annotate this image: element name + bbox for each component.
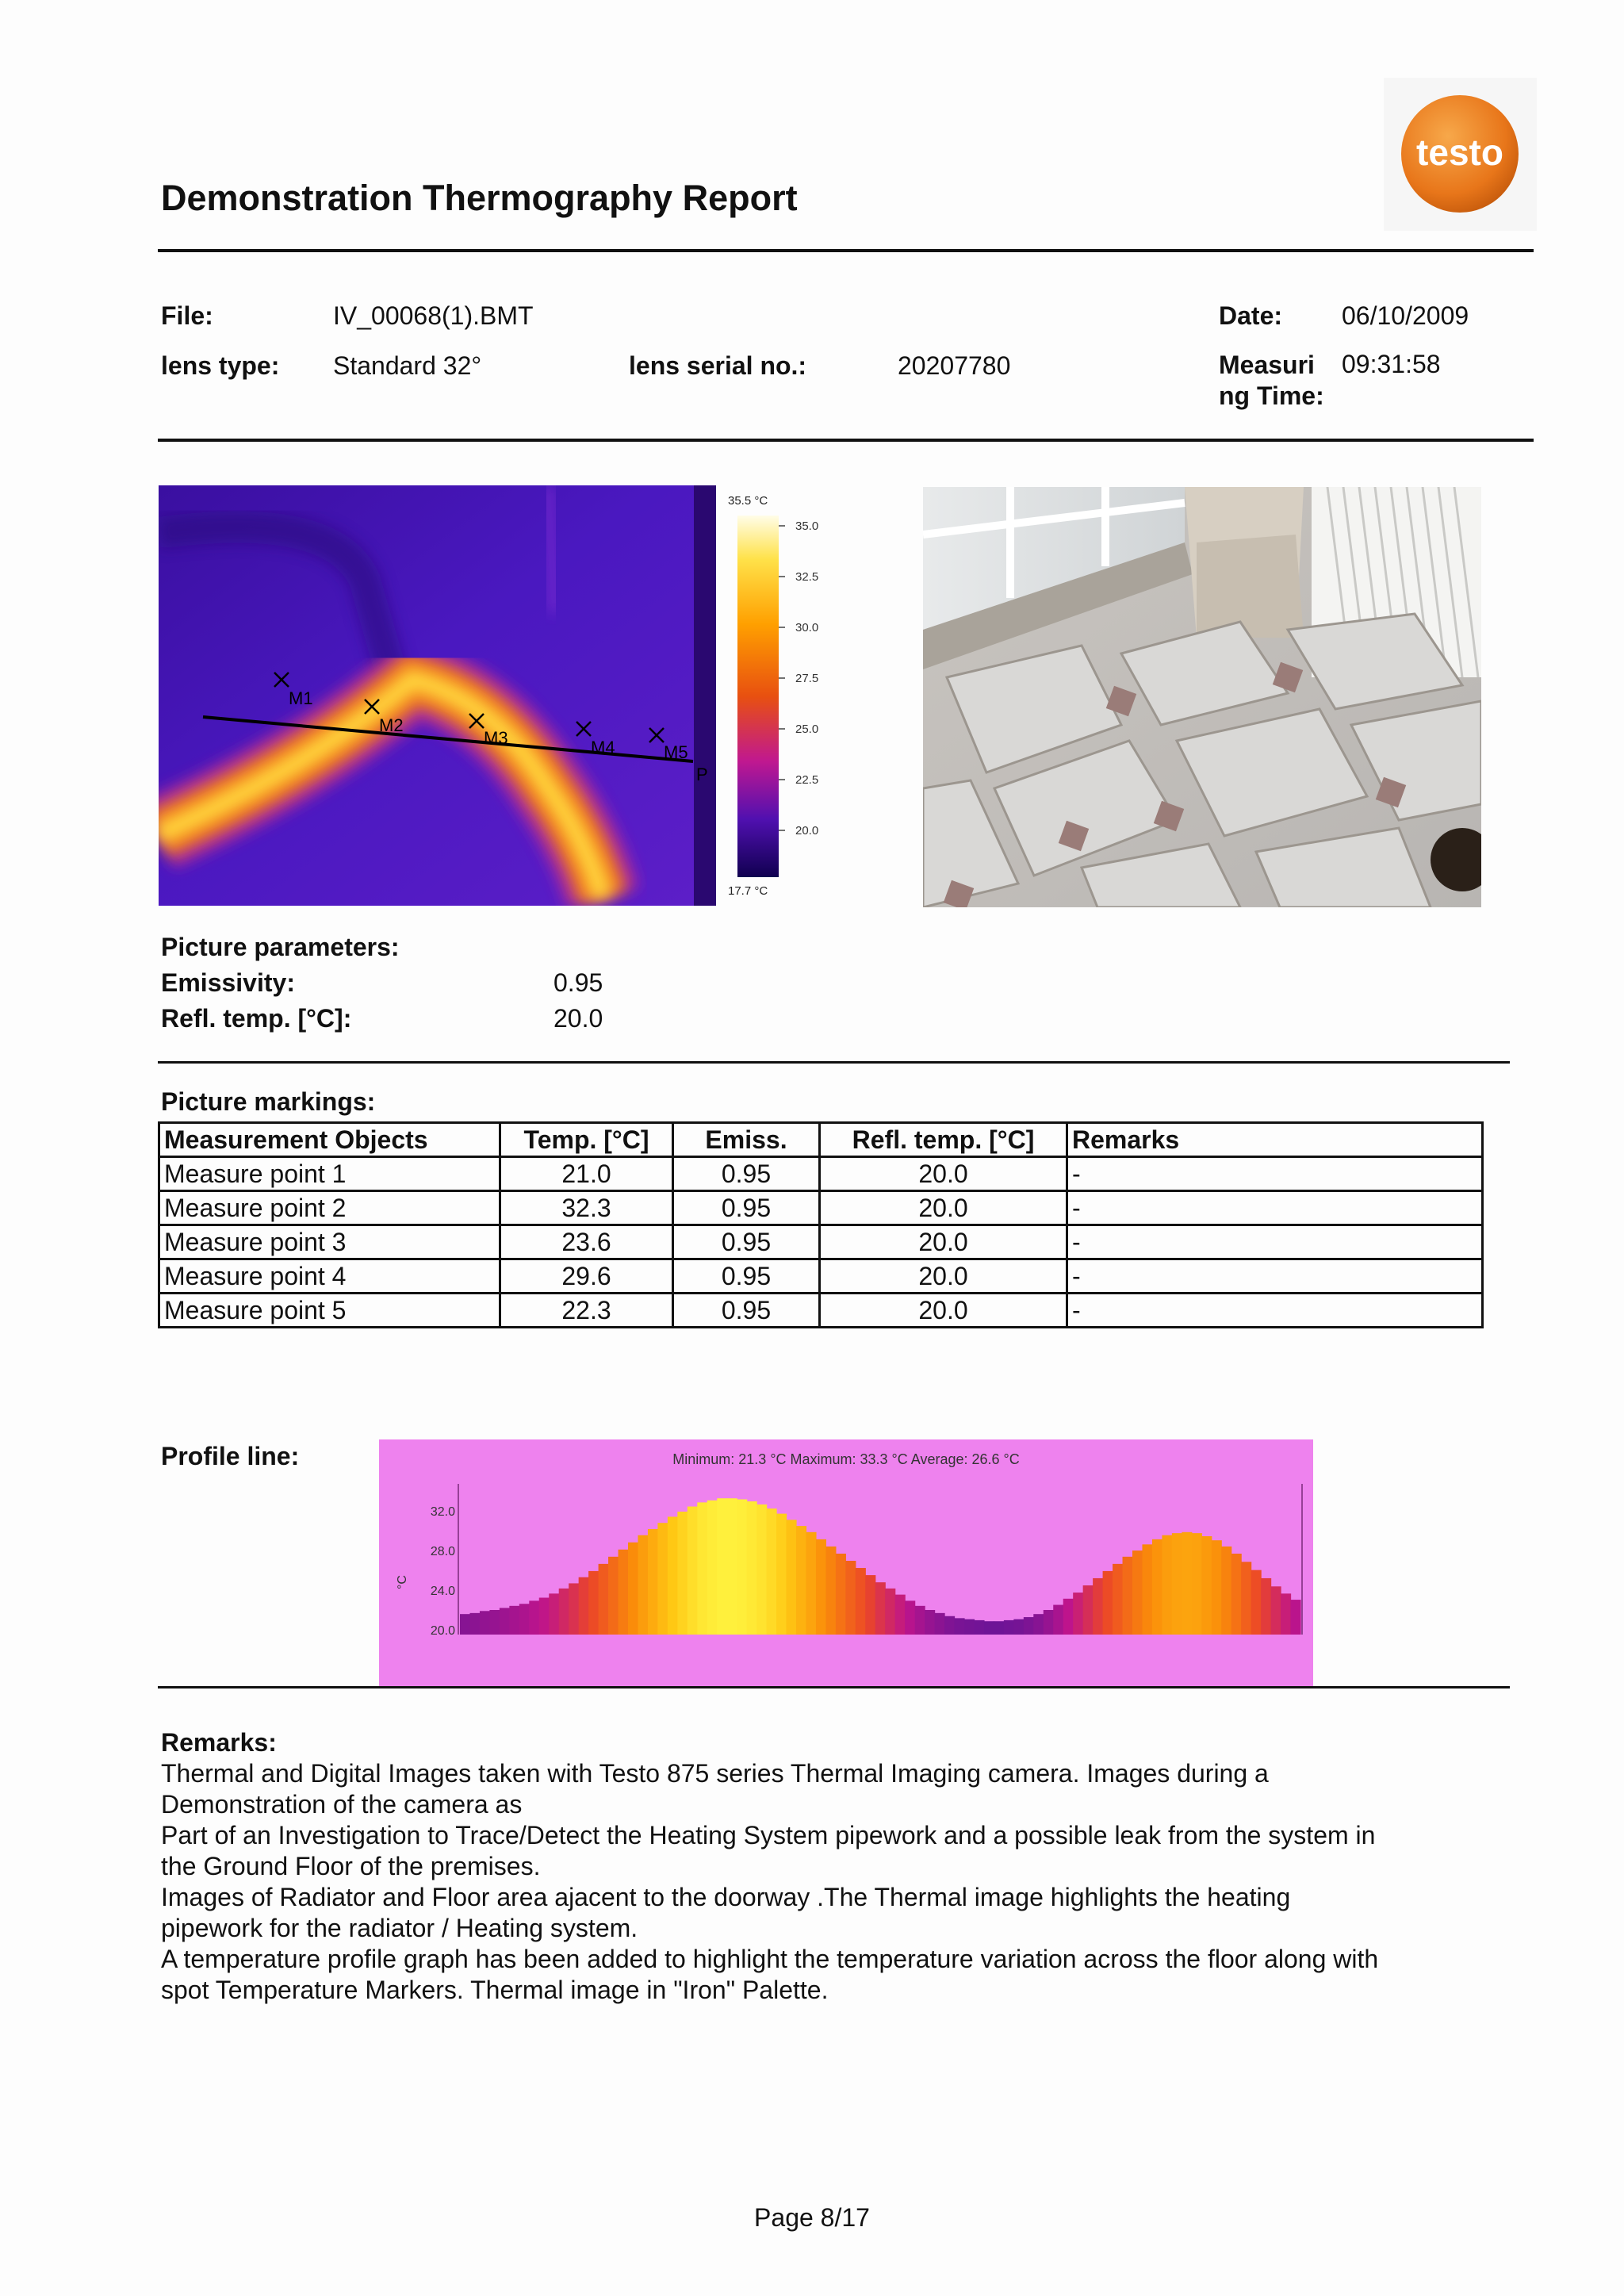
profile-bar [489,1610,500,1635]
profile-bar [500,1608,510,1635]
profile-bar [806,1532,816,1635]
profile-bar [1212,1540,1222,1635]
profile-bar [885,1589,895,1635]
profile-bar [1281,1593,1291,1635]
picture-parameters-heading: Picture parameters: [161,933,400,961]
cell-temp: 32.3 [500,1191,673,1225]
profile-bar [856,1568,866,1635]
table-row [159,1157,1483,1191]
profile-bar [1132,1550,1143,1635]
profile-bar [519,1604,530,1635]
profile-bar [469,1613,480,1635]
profile-bar [480,1611,490,1635]
measuring-time-value: 09:31:58 [1342,350,1441,378]
profile-bar [935,1613,945,1635]
cell-emiss: 0.95 [673,1294,820,1328]
profile-bar [717,1498,727,1635]
profile-bar [747,1501,757,1635]
remarks-line: Thermal and Digital Images taken with Testo 875 series Thermal Imaging camera. Images during a [161,1759,1269,1788]
profile-bar [529,1600,539,1635]
table-row [159,1294,1483,1328]
profile-bar [955,1618,965,1635]
marker-m4: M4 [591,738,615,757]
profile-bar [1182,1532,1192,1635]
scale-max-label: 35.5 °C [728,494,768,508]
cell-refl: 20.0 [820,1225,1067,1259]
file-label: File: [161,301,213,330]
profile-bar [727,1498,737,1635]
logo-text: testo [1416,132,1503,173]
profile-line-heading: Profile line: [161,1442,300,1470]
cell-temp: 23.6 [500,1225,673,1259]
cell-object: Measure point 2 [159,1191,500,1225]
scale-tick-27-5: 27.5 [795,672,819,685]
profile-bar [1093,1578,1103,1635]
profile-bar [875,1582,886,1635]
cell-remarks: - [1067,1294,1483,1328]
profile-bar [569,1583,579,1635]
profile-bar [994,1621,1004,1635]
table-row [159,1259,1483,1294]
profile-bar [608,1557,619,1635]
profile-bar [668,1516,678,1635]
emissivity-value: 0.95 [553,968,603,997]
cell-object: Measure point 3 [159,1225,500,1259]
profile-bar [579,1577,589,1635]
profile-bar [915,1606,925,1635]
profile-bar [767,1508,777,1635]
cell-emiss: 0.95 [673,1191,820,1225]
cell-object: Measure point 1 [159,1157,500,1191]
profile-bar [559,1589,569,1635]
profile-y-tick-24: 24.0 [430,1585,455,1598]
profile-bar [1063,1599,1074,1635]
profile-bar [1123,1557,1133,1635]
profile-bar [737,1500,747,1635]
profile-summary: Minimum: 21.3 °C Maximum: 33.3 °C Average: 26.6 °C [672,1451,1020,1467]
emissivity-label: Emissivity: [161,968,295,997]
profile-bar [460,1614,470,1635]
profile-bar [599,1564,609,1635]
table-row [159,1191,1483,1225]
cell-refl: 20.0 [820,1259,1067,1294]
measuring-time-label-line2: ng Time: [1219,381,1324,410]
profile-bar [1261,1578,1271,1635]
profile-bar [688,1507,698,1635]
cell-temp: 29.6 [500,1259,673,1294]
profile-chart [379,1439,1313,1687]
profile-bar [1142,1544,1152,1635]
report-title: Demonstration Thermography Report [161,178,798,218]
remarks-heading: Remarks: [161,1728,277,1757]
profile-bar [1291,1600,1301,1635]
cell-refl: 20.0 [820,1191,1067,1225]
profile-bar [776,1514,787,1635]
scale-tick-20: 20.0 [795,824,819,838]
cell-refl: 20.0 [820,1157,1067,1191]
cell-emiss: 0.95 [673,1259,820,1294]
profile-bar [509,1606,519,1635]
profile-bar [1201,1536,1212,1635]
cell-remarks: - [1067,1259,1483,1294]
profile-bar [619,1550,629,1635]
lens-type-label: lens type: [161,351,280,380]
profile-y-tick-32: 32.0 [430,1505,455,1519]
profile-y-tick-28: 28.0 [430,1545,455,1558]
scale-tick-22-5: 22.5 [795,773,819,787]
thermal-image [159,485,716,906]
profile-bar [865,1575,875,1635]
cell-temp: 22.3 [500,1294,673,1328]
cell-remarks: - [1067,1191,1483,1225]
profile-bar [1073,1593,1083,1635]
file-value: IV_00068(1).BMT [333,301,534,330]
profile-bar [1033,1614,1044,1635]
header-top-rule [158,249,1534,252]
profile-y-unit: °C [396,1575,409,1589]
profile-bar [1241,1562,1251,1635]
profile-bar [836,1554,846,1635]
profile-bar [1004,1620,1014,1635]
measuring-time-label [1219,350,1324,412]
cell-refl: 20.0 [820,1294,1067,1328]
scale-tick-35: 35.0 [795,519,819,533]
profile-bar [677,1512,688,1635]
remarks-line: spot Temperature Markers. Thermal image in "Iron" Palette. [161,1976,829,2004]
profile-bar [1192,1533,1202,1635]
profile-bar [1172,1533,1182,1635]
page-number: Page 8/17 [754,2203,870,2232]
marker-m5: M5 [664,742,688,762]
header-bottom-rule [158,439,1534,442]
col-emiss: Emiss. [673,1123,820,1157]
profile-bar [1013,1619,1024,1635]
profile-bar [588,1571,599,1635]
col-measurement-objects: Measurement Objects [159,1123,500,1157]
measuring-time-label-line1: Measuri [1219,351,1315,379]
profile-bar [657,1523,668,1635]
profile-bar [984,1621,994,1635]
profile-bar [1103,1571,1113,1635]
profile-bar [539,1598,550,1635]
digital-photo [923,487,1481,907]
profile-bar [1083,1585,1094,1635]
profile-bar [1113,1564,1123,1635]
markings-header-row [159,1123,1483,1157]
profile-bar [1162,1535,1172,1635]
table-row [159,1225,1483,1259]
profile-bar [648,1529,658,1635]
profile-bar [825,1547,836,1635]
scale-tick-25: 25.0 [795,723,819,736]
remarks-line: A temperature profile graph has been added to highlight the temperature variation across the floor along with [161,1945,1379,1973]
profile-bar [905,1600,915,1635]
profile-bar [964,1619,975,1635]
scale-tick-32-5: 32.5 [795,570,819,584]
profile-bar [1152,1539,1162,1635]
cell-object: Measure point 4 [159,1259,500,1294]
profile-bar [1053,1605,1063,1635]
col-refl-temp: Refl. temp. [°C] [820,1123,1067,1157]
profile-bar [628,1543,638,1635]
profile-y-tick-20: 20.0 [430,1624,455,1638]
profile-bar [638,1535,648,1635]
cell-emiss: 0.95 [673,1225,820,1259]
date-value: 06/10/2009 [1342,301,1469,330]
profile-bar [1231,1554,1242,1635]
testo-logo [1384,78,1537,231]
cell-emiss: 0.95 [673,1157,820,1191]
profile-bar [549,1593,559,1635]
profile-bar [1251,1570,1262,1635]
date-label: Date: [1219,301,1283,330]
profile-bar [707,1501,718,1635]
marker-m1: M1 [289,688,313,708]
profile-bar [974,1620,984,1635]
cell-object: Measure point 5 [159,1294,500,1328]
lens-type-value: Standard 32° [333,351,482,380]
scale-min-label: 17.7 °C [728,884,768,898]
marker-m3: M3 [484,728,508,748]
profile-bar [796,1526,806,1635]
profile-bar [1044,1610,1054,1635]
remarks-line: Demonstration of the camera as [161,1790,523,1819]
scale-tick-30: 30.0 [795,621,819,634]
profile-end-label: P [696,765,708,784]
profile-rule [158,1686,1510,1688]
lens-serial-value: 20207780 [898,351,1011,380]
remarks-line: pipework for the radiator / Heating system. [161,1914,638,1942]
profile-bar [1024,1617,1034,1635]
temperature-scale [723,485,826,906]
profile-bar [816,1539,826,1635]
remarks-line: Images of Radiator and Floor area ajacent to the doorway .The Thermal image highlights the heating [161,1883,1291,1911]
profile-bar [787,1520,797,1635]
cell-temp: 21.0 [500,1157,673,1191]
remarks-line: the Ground Floor of the premises. [161,1852,541,1880]
refl-temp-label: Refl. temp. [°C]: [161,1004,352,1033]
cell-remarks: - [1067,1157,1483,1191]
profile-bar [925,1610,935,1635]
marker-m2: M2 [379,715,404,735]
picture-markings-heading: Picture markings: [161,1087,376,1116]
profile-bar [845,1561,856,1635]
profile-bar [1221,1547,1231,1635]
cell-remarks: - [1067,1225,1483,1259]
markings-table [158,1121,1484,1328]
profile-bar [697,1502,707,1635]
profile-bar [756,1504,767,1635]
profile-bar [1271,1586,1281,1635]
profile-bar [944,1616,955,1635]
remarks-line: Part of an Investigation to Trace/Detect the Heating System pipework and a possible leak from the system in [161,1821,1376,1849]
remarks-section [161,1727,1509,2006]
refl-temp-value: 20.0 [553,1004,603,1033]
lens-serial-label: lens serial no.: [629,351,807,380]
parameters-rule [158,1061,1510,1064]
profile-bar [895,1595,906,1635]
col-temp: Temp. [°C] [500,1123,673,1157]
col-remarks: Remarks [1067,1123,1483,1157]
